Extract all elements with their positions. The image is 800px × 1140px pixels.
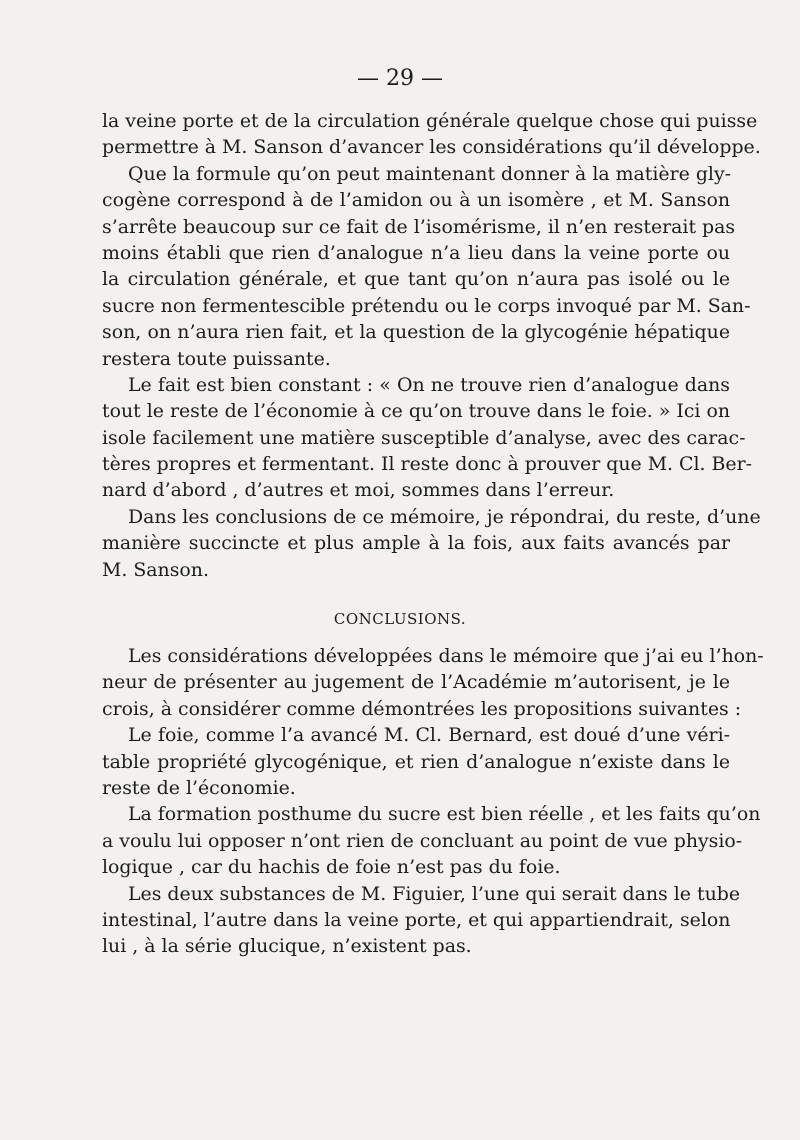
text-line: permettre à M. Sanson d’avancer les considérations qu’il développe. (102, 136, 761, 159)
text-line: Les deux substances de M. Figuier, l’une qui serait dans le tube (128, 882, 741, 905)
text-line: la circulation générale, et que tant qu’on n’aura pas isolé ou le (102, 268, 730, 291)
text-line: neur de présenter au jugement de l’Académie m’autorisent, je le (102, 671, 730, 694)
text-line: reste de l’économie. (102, 776, 296, 799)
text-line: sucre non fermentescible prétendu ou le corps invoqué par M. San- (102, 294, 751, 317)
text-line: nard d’abord , d’autres et moi, sommes dans l’erreur. (102, 479, 615, 502)
page-number: — 29 — (357, 66, 443, 91)
section-heading: CONCLUSIONS. (333, 610, 467, 628)
text-line: Le fait est bien constant : « On ne trouve rien d’analogue dans (128, 373, 730, 396)
text-line: Le foie, comme l’a avancé M. Cl. Bernard, est doué d’une véri- (128, 724, 730, 747)
text-line: son, on n’aura rien fait, et la question de la glycogénie hépatique (102, 321, 730, 344)
text-line: logique , car du hachis de foie n’est pas du foie. (102, 856, 561, 879)
text-line: s’arrête beaucoup sur ce fait de l’isomérisme, il n’en resterait pas (102, 215, 736, 238)
text-line: intestinal, l’autre dans la veine porte, et qui appartiendrait, selon (102, 908, 731, 931)
text-line: Dans les conclusions de ce mémoire, je répondrai, du reste, d’une (128, 505, 761, 528)
text-line: manière succincte et plus ample à la fois, aux faits avancés par (102, 532, 730, 555)
text-line: tout le reste de l’économie à ce qu’on trouve dans le foie. » Ici on (102, 400, 730, 423)
text-line: Que la formule qu’on peut maintenant donner à la matière gly- (128, 162, 732, 185)
text-line: La formation posthume du sucre est bien réelle , et les faits qu’on (128, 803, 761, 826)
text-line: isole facilement une matière susceptible d’analyse, avec des carac- (102, 426, 746, 449)
text-line: crois, à considérer comme démontrées les propositions suivantes : (102, 697, 742, 720)
text-line: lui , à la série glucique, n’existent pas. (102, 935, 472, 958)
text-line: M. Sanson. (102, 558, 209, 581)
text-line: moins établi que rien d’analogue n’a lieu dans la veine porte ou (102, 241, 730, 264)
text-line: cogène correspond à de l’amidon ou à un isomère , et M. Sanson (102, 189, 730, 212)
text-line: Les considérations développées dans le mémoire que j’ai eu l’hon- (128, 645, 764, 667)
conclusions-text (102, 643, 764, 960)
text-line: table propriété glycogénique, et rien d’analogue n’existe dans le (102, 750, 730, 773)
text-line: a voulu lui opposer n’ont rien de concluant au point de vue physio- (102, 829, 743, 852)
body-text-continued (102, 108, 761, 583)
text-line: la veine porte et de la circulation générale quelque chose qui puisse (102, 110, 758, 132)
text-line: restera toute puissante. (102, 347, 331, 370)
text-line: tères propres et fermentant. Il reste donc à prouver que M. Cl. Ber- (102, 453, 753, 476)
